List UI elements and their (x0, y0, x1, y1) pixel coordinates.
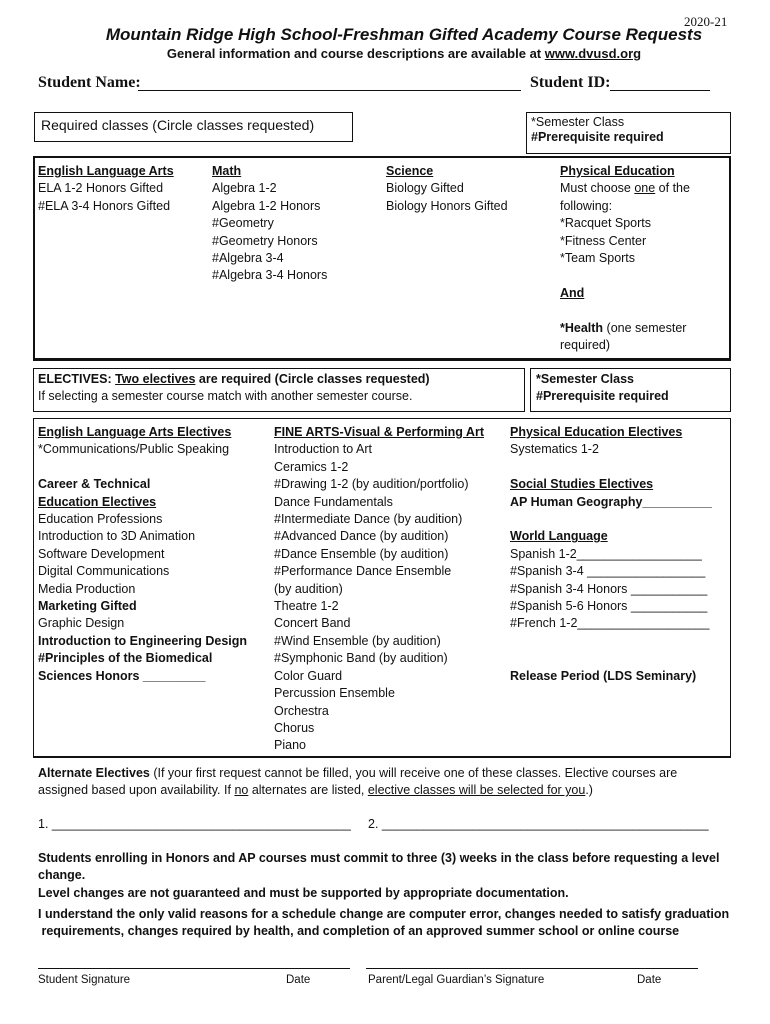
student-id-label: Student ID: (530, 74, 611, 91)
course-item[interactable]: #Spanish 5-6 Honors ___________ (510, 599, 708, 614)
course-item[interactable]: #Advanced Dance (by audition) (274, 529, 449, 544)
science-title: Science (386, 164, 434, 178)
social-studies-title: Social Studies Electives (510, 477, 654, 492)
parent-signature-label: Parent/Legal Guardian’s Signature (368, 974, 545, 986)
course-item[interactable]: Piano (274, 738, 306, 753)
course-item[interactable]: Spanish 1-2__________________ (510, 546, 702, 561)
electives-subheading: If selecting a semester course match with another semester course. (38, 389, 413, 404)
required-legend (526, 112, 731, 154)
required-pe-column (560, 163, 690, 354)
ela-electives-title: English Language Arts Electives (38, 425, 232, 439)
release-period[interactable]: Release Period (LDS Seminary) (510, 668, 697, 683)
course-item[interactable]: Dance Fundamentals (274, 494, 393, 509)
course-item[interactable]: #Drawing 1-2 (by audition/portfolio) (274, 477, 469, 492)
pe-instruction: Must choose one of the (560, 181, 690, 196)
course-item[interactable]: Systematics 1-2 (510, 442, 599, 457)
course-item[interactable]: #Geometry Honors (212, 233, 318, 248)
pe-instruction-cont: following: (560, 198, 613, 213)
course-item[interactable]: #Symphonic Band (by audition) (274, 651, 448, 666)
honors-note-line: Level changes are not guaranteed and must be supported by appropriate documentation. (38, 885, 569, 900)
course-item[interactable]: #Intermediate Dance (by audition) (274, 512, 463, 527)
student-name-field[interactable] (138, 90, 521, 91)
course-item[interactable]: #ELA 3-4 Honors Gifted (38, 198, 171, 213)
legend-semester: *Semester Class (536, 372, 634, 386)
course-item[interactable]: *Fitness Center (560, 233, 647, 248)
parent-date-label: Date (637, 974, 662, 986)
math-title: Math (212, 164, 242, 178)
course-item[interactable]: AP Human Geography__________ (510, 494, 712, 509)
pe-title: Physical Education (560, 164, 675, 178)
course-item[interactable]: Biology Honors Gifted (386, 198, 508, 213)
course-item[interactable]: Algebra 1-2 Honors (212, 198, 321, 213)
course-item[interactable]: Biology Gifted (386, 181, 464, 196)
student-signature-line[interactable] (38, 968, 350, 969)
course-item[interactable]: Introduction to Art (274, 442, 372, 457)
course-item[interactable]: Color Guard (274, 668, 343, 683)
english-title: English Language Arts (38, 164, 174, 178)
course-item[interactable]: Ceramics 1-2 (274, 459, 349, 474)
student-date-label: Date (286, 974, 311, 986)
course-item[interactable]: Media Production (38, 581, 136, 596)
honors-note (38, 850, 768, 902)
course-item[interactable]: #French 1-2___________________ (510, 616, 710, 631)
course-item[interactable]: Software Development (38, 546, 165, 561)
course-item[interactable]: Orchestra (274, 703, 329, 718)
student-name-label: Student Name: (38, 74, 141, 91)
legend-prereq: #Prerequisite required (536, 389, 669, 404)
course-item[interactable]: Algebra 1-2 (212, 181, 277, 196)
school-year: 2020-21 (684, 14, 728, 29)
change-note-line: requirements, changes required by health, and completion of an approved summer school or online course (38, 924, 680, 939)
course-item[interactable]: Percussion Ensemble (274, 686, 395, 701)
course-item[interactable]: Education Professions (38, 512, 163, 527)
course-item[interactable]: Concert Band (274, 616, 351, 631)
electives-right-column (510, 424, 712, 685)
course-item[interactable]: #Algebra 3-4 Honors (212, 268, 328, 283)
course-item[interactable]: #Dance Ensemble (by audition) (274, 546, 449, 561)
course-item[interactable]: #Geometry (212, 216, 274, 231)
course-item[interactable]: #Wind Ensemble (by audition) (274, 633, 441, 648)
electives-legend (530, 368, 731, 412)
course-item[interactable]: #Algebra 3-4 (212, 251, 284, 266)
health-item[interactable]: *Health (one semester (560, 320, 687, 335)
schedule-change-note (38, 906, 768, 941)
course-item[interactable]: #Spanish 3-4 Honors ___________ (510, 581, 708, 596)
health-item-cont: required) (560, 338, 611, 353)
course-item-cont[interactable]: Sciences Honors _________ (38, 668, 206, 683)
alternate-electives-text: Alternate Electives (If your first request cannot be filled, you will receive one of these classes. Elective courses are assigned based upon availability. If no alternates are listed, elective classes will be selected for you.) (38, 766, 678, 798)
course-item[interactable]: ELA 1-2 Honors Gifted (38, 181, 164, 196)
student-id-field[interactable] (610, 90, 710, 91)
pe-electives-title: Physical Education Electives (510, 425, 683, 439)
course-item[interactable]: *Team Sports (560, 251, 636, 266)
required-math-column (212, 163, 327, 285)
course-item[interactable]: Introduction to Engineering Design (38, 633, 248, 648)
required-heading: Required classes (Circle classes requested) (34, 112, 353, 142)
course-item[interactable]: *Racquet Sports (560, 216, 652, 231)
cte-title: Career & Technical (38, 477, 151, 492)
alternate-line-1[interactable]: 1. ___________________________________________ (38, 817, 351, 831)
student-signature-label: Student Signature (38, 974, 131, 986)
course-item[interactable]: Introduction to 3D Animation (38, 529, 196, 544)
course-item-cont: (by audition) (274, 581, 343, 596)
legend-prereq: #Prerequisite required (531, 130, 664, 144)
course-item[interactable]: Graphic Design (38, 616, 125, 631)
honors-note-line: Students enrolling in Honors and AP courses must commit to three (3) weeks in the class before requesting a level change. (38, 851, 720, 883)
electives-heading: ELECTIVES: Two electives are required (Circle classes requested) If selecting a semester course match with another semester course. (33, 368, 525, 412)
required-science-column (386, 163, 508, 215)
course-item[interactable]: Chorus (274, 720, 315, 735)
pe-and: And (560, 285, 585, 300)
course-item[interactable]: Digital Communications (38, 564, 170, 579)
required-english-column (38, 163, 174, 215)
course-item[interactable]: Theatre 1-2 (274, 599, 339, 614)
fine-arts-title: FINE ARTS-Visual & Performing Art (274, 425, 484, 439)
course-item[interactable]: Marketing Gifted (38, 599, 137, 614)
change-note-line: I understand the only valid reasons for a schedule change are computer error, changes needed to satisfy graduation (38, 907, 730, 921)
course-item[interactable]: #Performance Dance Ensemble (274, 564, 452, 579)
cte-title-cont: Education Electives (38, 494, 157, 509)
legend-semester: *Semester Class (531, 115, 625, 129)
fine-arts-column (274, 424, 484, 755)
page-title: Mountain Ridge High School-Freshman Gifted Academy Course Requests (105, 25, 703, 44)
website-link[interactable]: www.dvusd.org (544, 46, 642, 61)
world-language-title: World Language (510, 529, 608, 544)
course-item[interactable]: *Communications/Public Speaking (38, 442, 230, 457)
electives-left-column (38, 424, 247, 685)
alternate-line-2[interactable]: 2. _______________________________________________ (368, 817, 709, 831)
page-subtitle (0, 46, 770, 61)
subtitle-text: General information and course descriptions are available at (166, 46, 545, 61)
course-item[interactable]: #Principles of the Biomedical (38, 651, 213, 666)
parent-signature-line[interactable] (366, 968, 698, 969)
course-item[interactable]: #Spanish 3-4 _________________ (510, 564, 706, 579)
